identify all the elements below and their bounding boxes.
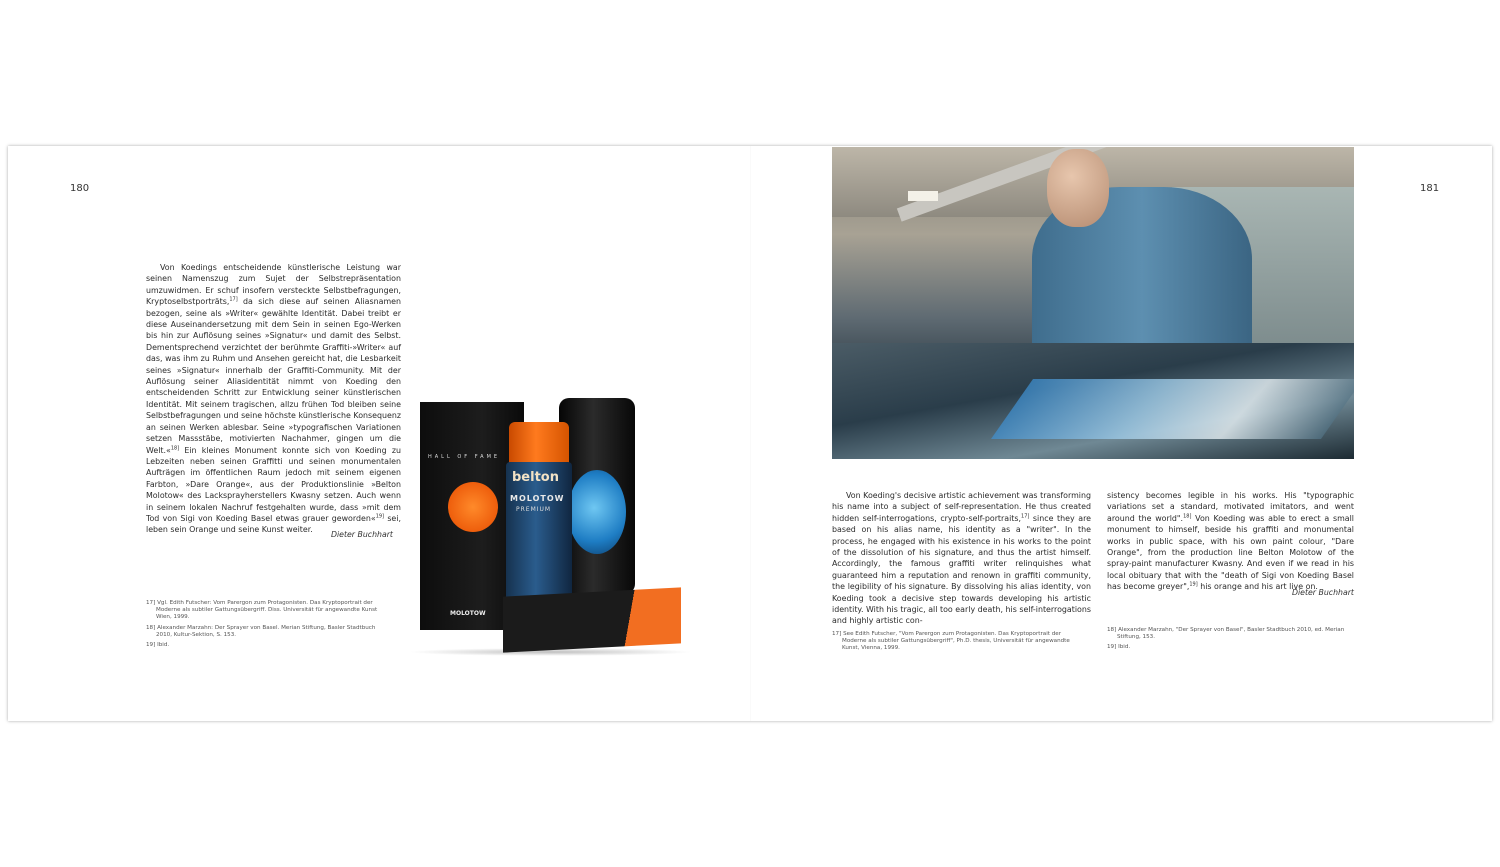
footnote-ref: 19] [1189, 581, 1198, 588]
text-run: sistency becomes legible in his works. His "typographic variations set a standard, motivated imitators, and went around the world". [1107, 491, 1354, 523]
page-number-right: 181 [1420, 183, 1440, 194]
text-run: his orange and his art live on. [1197, 582, 1318, 592]
orange-logo [448, 482, 498, 532]
page-number-left: 180 [70, 183, 90, 194]
left-signature: Dieter Buchhart [330, 530, 393, 539]
footnote: 17] Vgl. Edith Futscher: Vom Parergon zum Protagonisten. Das Kryptoportrait der Moderne als subtiler Gattungsübergriff. Diss. Universität für angewandte Kunst Wien, 1999. [146, 600, 378, 621]
right-body-col2 [1107, 490, 1354, 593]
box-brand: MOLOTOW [450, 610, 486, 617]
right-footnotes-col2 [1107, 627, 1354, 655]
left-body-text [146, 262, 401, 536]
footnote-ref: 19] [375, 513, 385, 520]
book-spread [8, 146, 1492, 721]
left-footnotes [146, 600, 391, 652]
text-run: Von Koeding was able to erect a small monument to himself, beside his graffiti and monumental works in public space, with his own paint colour, "Dare Orange", from the production line Belton Molotow of the spray-paint manufacturer Kwasny. And even if we read in his local obituary that with the "death of Sigi von Koeding Basel has become greyer", [1107, 513, 1354, 592]
can-brand: belton [512, 470, 559, 485]
footnote-ref: 17] [229, 296, 238, 303]
right-body-col1 [832, 490, 1091, 627]
right-footnotes-col1 [832, 631, 1082, 656]
photo-head [1047, 149, 1109, 227]
footnote: 19] Ibid. [1107, 644, 1131, 651]
left-paragraph [146, 262, 401, 536]
photo-lamp [908, 191, 938, 201]
footnote: 18] Alexander Marzahn: Der Sprayer von Basel. Merian Stiftung, Basler Stadtbuch 2010, Kultur-Sektion, S. 153. [146, 624, 376, 638]
text-run: since they are based on his alias name, his identity as a "writer". In the process, he engaged with his existence in his works to the point of the dissolution of his signature, and thus the artist himself. Accordingly, the famous graffiti writer relinquishes what guaranteed him a reputation and renown in graffiti community, the legibility of his signature. By dissolving his alias identity, von Koeding took a decisive step towards developing his artistic identity. With his tragic, all too early death, his self-interrogations and highly artistic con- [832, 513, 1091, 626]
box-title: HALL OF FAME [428, 454, 501, 460]
footnote-ref: 18] [1183, 513, 1192, 520]
footnote: 18] Alexander Marzahn, "Der Sprayer von Basel", Basler Stadtbuch 2010, ed. Merian Stiftung, 153. [1107, 627, 1345, 641]
footnote: 19] Ibid. [146, 642, 170, 649]
text-run: da sich diese auf seinen Aliasnamen bezogen, seine als »Writer« gewählte Identität. Dabei treibt er diese Auseinandersetzung mit dem Sein in seinen Ego-Werken bis hin zur Auflösung seines »Signatur« und damit des Selbst. Dementsprechend verzichtet der berühmte Graffiti-»Writer« auf das, was ihm zu Ruhm und Ansehen gereicht hat, die Lesbarkeit seines »Signatur« innerhalb der Graffiti-Community. Mit der Auflösung seiner Aliasidentität nimmt von Koeding den entscheidenden Schritt zur Entwicklung seiner künstlerischen Identität. Mit seinem tragischen, allzu frühen Tod bleiben seine Selbstbefragungen und seine höchste künstlerische Konsequenz an seinen Werken ablesbar. Seine »typografischen Variationen setzen Massstäbe, motivierten Nachahmer, gingen um die Welt.« [146, 297, 401, 455]
gutter [750, 146, 751, 721]
footnote: 17] See Edith Futscher, "Vom Parergon zum Protagonisten. Das Kryptoportrait der Moderne als subtiler Gattungsübergriff", Ph.D. thesis, Universität für angewandte Kunst, Vienna, 1999. [832, 631, 1070, 652]
footnote-ref: 17] [1021, 513, 1030, 520]
can-sub: PREMIUM [516, 506, 552, 513]
right-paragraph [832, 490, 1091, 627]
product-photo [403, 396, 693, 658]
text-run: sei, leben sein Orange und seine Kunst weiter. [146, 513, 401, 535]
right-paragraph-cont [1107, 490, 1354, 593]
photo-map-print [991, 379, 1354, 439]
can-line: MOLOTOW [510, 494, 565, 503]
artist-photo [832, 147, 1354, 459]
right-signature: Dieter Buchhart [1291, 588, 1354, 597]
label-card [503, 587, 681, 652]
text-run: Von Koedings entscheidende künstlerische Leistung war seinen Namenszug zum Sujet der Selbstrepräsentation umzuwidmen. Er schuf insofern versteckte Selbstbefragungen, Kryptoselbstporträts, [146, 263, 401, 307]
spray-can-cap [509, 422, 569, 466]
text-run: Von Koeding's decisive artistic achievement was transforming his name into a subject of self-representation. He thus created hidden self-interrogations, crypto-self-portraits, [832, 491, 1091, 523]
footnote-ref: 18] [170, 444, 180, 451]
text-run: Ein kleines Monument konnte sich von Koeding zu Lebzeiten neben seinen Graffitti und seinen monumentalen Aufträgen im öffentlichen Raum jedoch mit seinem eigenen Farbton, »Dare Orange«, aus der Produktionslinie »Belton Molotow« des Lacksprayherstellers Kwasny setzen. Auch wenn in seinem lokalen Nachruf festgehalten wurde, dass »mit dem Tod von Sigi von Koeding Basel etwas grauer geworden« [146, 445, 401, 523]
tube-artwork [568, 470, 626, 554]
